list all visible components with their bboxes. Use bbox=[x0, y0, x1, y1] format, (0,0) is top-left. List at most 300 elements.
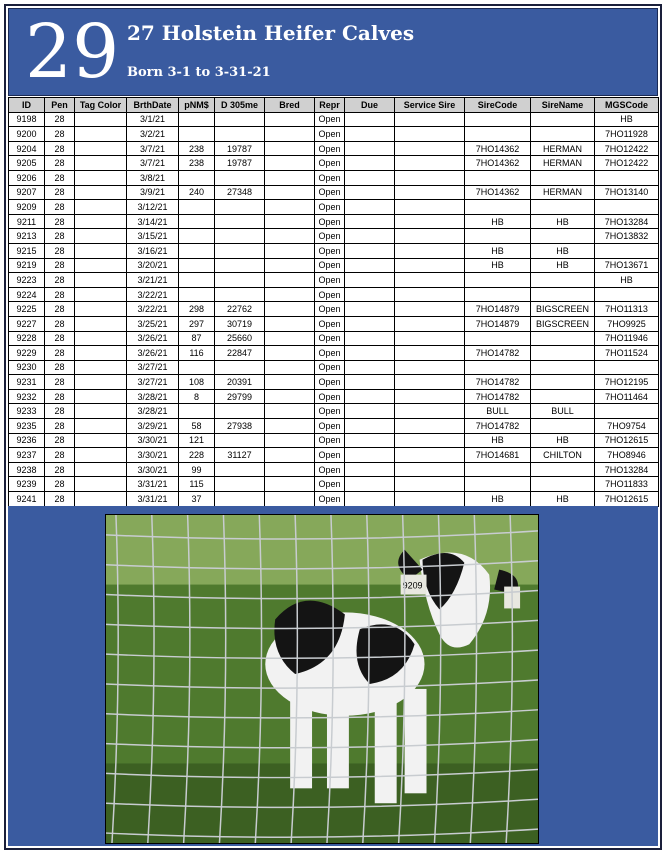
table-cell bbox=[75, 419, 127, 434]
table-cell bbox=[215, 127, 265, 142]
column-header: ID bbox=[9, 98, 45, 113]
table-cell bbox=[345, 346, 395, 361]
table-cell bbox=[215, 214, 265, 229]
table-cell: HB bbox=[595, 112, 659, 127]
table-cell: 19787 bbox=[215, 156, 265, 171]
table-cell: 9198 bbox=[9, 112, 45, 127]
table-cell bbox=[265, 258, 315, 273]
table-cell bbox=[395, 141, 465, 156]
table-cell: 9219 bbox=[9, 258, 45, 273]
table-cell bbox=[215, 477, 265, 492]
table-row bbox=[9, 156, 659, 171]
table-cell bbox=[265, 419, 315, 434]
table-cell: 9232 bbox=[9, 389, 45, 404]
table-cell: CHILTON bbox=[531, 448, 595, 463]
table-cell bbox=[465, 331, 531, 346]
table-cell: 37 bbox=[179, 492, 215, 507]
table-row bbox=[9, 170, 659, 185]
table-cell bbox=[395, 389, 465, 404]
table-cell bbox=[179, 404, 215, 419]
table-cell bbox=[345, 462, 395, 477]
table-cell bbox=[75, 200, 127, 215]
table-cell: 3/31/21 bbox=[127, 492, 179, 507]
table-cell: 22847 bbox=[215, 346, 265, 361]
table-cell: 28 bbox=[45, 360, 75, 375]
table-cell bbox=[215, 287, 265, 302]
ear-tag-text: 9209 bbox=[402, 580, 423, 591]
column-header: SireName bbox=[531, 98, 595, 113]
table-row bbox=[9, 243, 659, 258]
table-cell bbox=[395, 302, 465, 317]
table-cell bbox=[265, 112, 315, 127]
table-cell bbox=[345, 112, 395, 127]
table-cell: 9233 bbox=[9, 404, 45, 419]
table-cell: 9231 bbox=[9, 375, 45, 390]
table-cell bbox=[265, 127, 315, 142]
table-cell: 116 bbox=[179, 346, 215, 361]
table-cell: HB bbox=[465, 492, 531, 507]
table-cell: 3/31/21 bbox=[127, 477, 179, 492]
table-cell: 7HO14362 bbox=[465, 156, 531, 171]
column-header: pNM$ bbox=[179, 98, 215, 113]
table-cell bbox=[265, 448, 315, 463]
page-title: 27 Holstein Heifer Calves bbox=[127, 21, 415, 45]
table-cell: 9239 bbox=[9, 477, 45, 492]
table-cell bbox=[75, 433, 127, 448]
table-cell: 7HO13284 bbox=[595, 462, 659, 477]
table-cell: 19787 bbox=[215, 141, 265, 156]
column-header: Pen bbox=[45, 98, 75, 113]
table-cell: 9223 bbox=[9, 273, 45, 288]
table-cell bbox=[215, 492, 265, 507]
table-cell: 28 bbox=[45, 200, 75, 215]
table-cell bbox=[75, 462, 127, 477]
table-cell bbox=[465, 170, 531, 185]
table-cell: 28 bbox=[45, 141, 75, 156]
table-row bbox=[9, 112, 659, 127]
table-cell: Open bbox=[315, 273, 345, 288]
table-cell bbox=[465, 360, 531, 375]
table-cell bbox=[75, 331, 127, 346]
table-cell: Open bbox=[315, 287, 345, 302]
table-cell bbox=[345, 302, 395, 317]
table-cell: 9241 bbox=[9, 492, 45, 507]
table-cell: 228 bbox=[179, 448, 215, 463]
table-row bbox=[9, 433, 659, 448]
table-cell bbox=[395, 404, 465, 419]
table-cell: 28 bbox=[45, 112, 75, 127]
table-cell bbox=[215, 112, 265, 127]
table-cell: Open bbox=[315, 346, 345, 361]
table-cell bbox=[265, 346, 315, 361]
table-cell bbox=[345, 185, 395, 200]
table-cell bbox=[465, 477, 531, 492]
table-cell bbox=[345, 243, 395, 258]
table-cell bbox=[345, 170, 395, 185]
table-cell bbox=[215, 462, 265, 477]
table-cell bbox=[75, 273, 127, 288]
table-cell bbox=[179, 170, 215, 185]
table-cell bbox=[265, 287, 315, 302]
table-cell: 9206 bbox=[9, 170, 45, 185]
table-cell: 3/2/21 bbox=[127, 127, 179, 142]
table-cell: Open bbox=[315, 375, 345, 390]
table-cell: 28 bbox=[45, 127, 75, 142]
table-row bbox=[9, 331, 659, 346]
table-cell bbox=[179, 287, 215, 302]
table-cell bbox=[179, 214, 215, 229]
table-cell: HB bbox=[531, 492, 595, 507]
table-cell bbox=[265, 141, 315, 156]
table-cell: 238 bbox=[179, 156, 215, 171]
table-cell: Open bbox=[315, 141, 345, 156]
table-cell bbox=[345, 273, 395, 288]
table-cell bbox=[395, 243, 465, 258]
table-cell: 28 bbox=[45, 492, 75, 507]
table-cell bbox=[465, 229, 531, 244]
page-subtitle: Born 3-1 to 3-31-21 bbox=[127, 65, 271, 80]
table-cell bbox=[75, 477, 127, 492]
table-row bbox=[9, 477, 659, 492]
table-cell: Open bbox=[315, 170, 345, 185]
table-cell bbox=[265, 200, 315, 215]
table-cell bbox=[75, 287, 127, 302]
table-cell: 240 bbox=[179, 185, 215, 200]
table-cell bbox=[75, 389, 127, 404]
table-cell: Open bbox=[315, 156, 345, 171]
table-cell bbox=[345, 331, 395, 346]
table-cell bbox=[395, 492, 465, 507]
table-cell bbox=[345, 200, 395, 215]
calf-photo bbox=[105, 514, 539, 844]
table-cell bbox=[75, 170, 127, 185]
table-cell bbox=[395, 360, 465, 375]
table-cell: 28 bbox=[45, 389, 75, 404]
table-cell: 28 bbox=[45, 185, 75, 200]
table-cell: 9225 bbox=[9, 302, 45, 317]
table-cell bbox=[595, 170, 659, 185]
table-cell: 7HO9925 bbox=[595, 316, 659, 331]
table-cell bbox=[395, 156, 465, 171]
table-cell bbox=[215, 273, 265, 288]
table-cell: BIGSCREEN bbox=[531, 316, 595, 331]
table-cell: 9207 bbox=[9, 185, 45, 200]
table-cell bbox=[75, 448, 127, 463]
table-cell: 28 bbox=[45, 477, 75, 492]
table-cell: Open bbox=[315, 316, 345, 331]
table-cell: 31127 bbox=[215, 448, 265, 463]
table-cell: HB bbox=[531, 243, 595, 258]
table-cell: HB bbox=[595, 273, 659, 288]
table-cell: Open bbox=[315, 492, 345, 507]
table-cell: 9230 bbox=[9, 360, 45, 375]
table-cell: 7HO13284 bbox=[595, 214, 659, 229]
table-cell bbox=[75, 127, 127, 142]
table-cell: 28 bbox=[45, 462, 75, 477]
table-cell bbox=[179, 273, 215, 288]
table-cell: 28 bbox=[45, 404, 75, 419]
table-cell bbox=[395, 477, 465, 492]
table-cell bbox=[531, 200, 595, 215]
table-cell: 7HO11946 bbox=[595, 331, 659, 346]
table-cell: Open bbox=[315, 433, 345, 448]
table-cell bbox=[75, 302, 127, 317]
table-cell: 7HO14782 bbox=[465, 389, 531, 404]
table-cell: 3/8/21 bbox=[127, 170, 179, 185]
table-cell bbox=[345, 492, 395, 507]
table-row bbox=[9, 360, 659, 375]
table-cell: 58 bbox=[179, 419, 215, 434]
table-cell bbox=[465, 200, 531, 215]
table-cell bbox=[465, 462, 531, 477]
table-cell bbox=[215, 200, 265, 215]
table-cell bbox=[265, 433, 315, 448]
table-cell: Open bbox=[315, 462, 345, 477]
table-cell: 22762 bbox=[215, 302, 265, 317]
table-cell bbox=[595, 287, 659, 302]
table-cell: 238 bbox=[179, 141, 215, 156]
table-cell bbox=[215, 258, 265, 273]
table-cell: 3/26/21 bbox=[127, 346, 179, 361]
table-cell: 7HO14782 bbox=[465, 346, 531, 361]
table-cell bbox=[395, 375, 465, 390]
table-cell: 29799 bbox=[215, 389, 265, 404]
table-cell: 9211 bbox=[9, 214, 45, 229]
table-cell bbox=[531, 229, 595, 244]
table-row bbox=[9, 258, 659, 273]
table-cell bbox=[345, 141, 395, 156]
table-cell bbox=[179, 112, 215, 127]
table-cell: 7HO12195 bbox=[595, 375, 659, 390]
table-cell bbox=[345, 448, 395, 463]
column-header: D 305me bbox=[215, 98, 265, 113]
table-cell bbox=[265, 316, 315, 331]
table-cell: 3/25/21 bbox=[127, 316, 179, 331]
table-row bbox=[9, 404, 659, 419]
table-cell bbox=[179, 127, 215, 142]
table-cell: Open bbox=[315, 360, 345, 375]
table-cell bbox=[595, 243, 659, 258]
table-cell bbox=[395, 112, 465, 127]
table-cell: 297 bbox=[179, 316, 215, 331]
table-cell bbox=[215, 229, 265, 244]
table-cell bbox=[345, 404, 395, 419]
table-cell: 7HO14879 bbox=[465, 316, 531, 331]
table-cell: 28 bbox=[45, 331, 75, 346]
table-cell: 3/1/21 bbox=[127, 112, 179, 127]
table-cell: HERMAN bbox=[531, 185, 595, 200]
table-cell bbox=[75, 229, 127, 244]
table-cell: Open bbox=[315, 185, 345, 200]
table-cell bbox=[75, 360, 127, 375]
table-cell bbox=[465, 287, 531, 302]
table-row bbox=[9, 375, 659, 390]
table-cell bbox=[265, 229, 315, 244]
table-cell bbox=[75, 243, 127, 258]
table-cell bbox=[75, 112, 127, 127]
table-cell: 3/27/21 bbox=[127, 360, 179, 375]
table-cell: 9229 bbox=[9, 346, 45, 361]
table-cell: 99 bbox=[179, 462, 215, 477]
table-cell: Open bbox=[315, 214, 345, 229]
column-header: Tag Color bbox=[75, 98, 127, 113]
table-cell bbox=[265, 185, 315, 200]
table-cell bbox=[345, 258, 395, 273]
table-cell bbox=[395, 170, 465, 185]
table-cell bbox=[75, 141, 127, 156]
table-cell: 7HO12615 bbox=[595, 433, 659, 448]
table-row bbox=[9, 316, 659, 331]
table-row bbox=[9, 141, 659, 156]
table-cell: 3/26/21 bbox=[127, 331, 179, 346]
table-cell: 3/22/21 bbox=[127, 302, 179, 317]
table-cell bbox=[395, 185, 465, 200]
table-cell bbox=[395, 273, 465, 288]
calves-table bbox=[8, 97, 659, 507]
table-cell bbox=[531, 127, 595, 142]
column-header: Service Sire bbox=[395, 98, 465, 113]
table-cell: Open bbox=[315, 127, 345, 142]
table-cell: Open bbox=[315, 477, 345, 492]
table-cell: Open bbox=[315, 112, 345, 127]
table-cell: 9237 bbox=[9, 448, 45, 463]
table-cell bbox=[215, 170, 265, 185]
table-cell bbox=[395, 462, 465, 477]
table-cell bbox=[75, 316, 127, 331]
table-cell: Open bbox=[315, 229, 345, 244]
table-cell: Open bbox=[315, 331, 345, 346]
table-cell bbox=[265, 462, 315, 477]
table-cell: 3/12/21 bbox=[127, 200, 179, 215]
table-cell: 3/16/21 bbox=[127, 243, 179, 258]
table-cell: 3/14/21 bbox=[127, 214, 179, 229]
table-cell bbox=[265, 156, 315, 171]
table-cell: 121 bbox=[179, 433, 215, 448]
table-cell: 3/27/21 bbox=[127, 375, 179, 390]
table-cell: 3/9/21 bbox=[127, 185, 179, 200]
table-cell: 28 bbox=[45, 273, 75, 288]
table-cell bbox=[265, 492, 315, 507]
column-header: MGSCode bbox=[595, 98, 659, 113]
table-cell bbox=[265, 375, 315, 390]
table-cell: 28 bbox=[45, 419, 75, 434]
table-cell: HB bbox=[531, 433, 595, 448]
table-cell: BULL bbox=[465, 404, 531, 419]
table-row bbox=[9, 419, 659, 434]
table-cell bbox=[345, 156, 395, 171]
table-cell bbox=[179, 229, 215, 244]
table-cell: 9235 bbox=[9, 419, 45, 434]
table-cell: 3/30/21 bbox=[127, 433, 179, 448]
table-row bbox=[9, 389, 659, 404]
table-cell bbox=[531, 462, 595, 477]
table-cell: 7HO13671 bbox=[595, 258, 659, 273]
table-cell bbox=[531, 360, 595, 375]
table-cell: 298 bbox=[179, 302, 215, 317]
table-cell bbox=[531, 273, 595, 288]
table-cell bbox=[215, 404, 265, 419]
table-cell bbox=[75, 185, 127, 200]
column-header: SireCode bbox=[465, 98, 531, 113]
table-cell bbox=[395, 316, 465, 331]
table-cell: BULL bbox=[531, 404, 595, 419]
table-cell: 7HO12615 bbox=[595, 492, 659, 507]
table-cell bbox=[595, 360, 659, 375]
table-cell: Open bbox=[315, 404, 345, 419]
table-cell: 28 bbox=[45, 170, 75, 185]
table-cell: Open bbox=[315, 448, 345, 463]
table-cell bbox=[179, 258, 215, 273]
column-header: Bred bbox=[265, 98, 315, 113]
table-cell: 3/29/21 bbox=[127, 419, 179, 434]
table-cell: 28 bbox=[45, 258, 75, 273]
table-row bbox=[9, 448, 659, 463]
table-cell bbox=[345, 360, 395, 375]
table-cell bbox=[215, 360, 265, 375]
table-cell: 7HO13832 bbox=[595, 229, 659, 244]
table-row bbox=[9, 214, 659, 229]
table-cell bbox=[265, 360, 315, 375]
table-cell: 3/30/21 bbox=[127, 448, 179, 463]
table-cell: 3/15/21 bbox=[127, 229, 179, 244]
table-cell bbox=[345, 214, 395, 229]
table-cell bbox=[395, 433, 465, 448]
table-cell bbox=[265, 331, 315, 346]
table-cell: 3/22/21 bbox=[127, 287, 179, 302]
table-cell: 9205 bbox=[9, 156, 45, 171]
table-cell: 9204 bbox=[9, 141, 45, 156]
table-cell: 28 bbox=[45, 433, 75, 448]
table-row bbox=[9, 302, 659, 317]
table-cell bbox=[345, 287, 395, 302]
table-cell: Open bbox=[315, 302, 345, 317]
table-cell bbox=[345, 389, 395, 404]
table-row bbox=[9, 273, 659, 288]
table-row bbox=[9, 200, 659, 215]
table-cell bbox=[345, 229, 395, 244]
table-cell: 3/20/21 bbox=[127, 258, 179, 273]
table-cell: HB bbox=[465, 258, 531, 273]
table-cell bbox=[345, 127, 395, 142]
table-cell: 7HO12422 bbox=[595, 156, 659, 171]
table-cell: 7HO14362 bbox=[465, 141, 531, 156]
table-cell bbox=[75, 346, 127, 361]
table-cell: BIGSCREEN bbox=[531, 302, 595, 317]
table-cell: 7HO11833 bbox=[595, 477, 659, 492]
table-cell: 25660 bbox=[215, 331, 265, 346]
table-cell: 7HO9754 bbox=[595, 419, 659, 434]
table-row bbox=[9, 346, 659, 361]
header-banner bbox=[8, 8, 658, 96]
table-cell: 9228 bbox=[9, 331, 45, 346]
table-cell: 28 bbox=[45, 287, 75, 302]
table-cell bbox=[465, 112, 531, 127]
table-cell: 7HO8946 bbox=[595, 448, 659, 463]
column-header: Repr bbox=[315, 98, 345, 113]
table-cell bbox=[395, 127, 465, 142]
table-cell: HB bbox=[465, 433, 531, 448]
table-cell bbox=[531, 477, 595, 492]
table-cell: 9227 bbox=[9, 316, 45, 331]
table-row bbox=[9, 287, 659, 302]
table-cell: HB bbox=[465, 214, 531, 229]
table-cell: 3/7/21 bbox=[127, 156, 179, 171]
table-cell: Open bbox=[315, 419, 345, 434]
table-cell: 9236 bbox=[9, 433, 45, 448]
table-cell bbox=[215, 433, 265, 448]
table-cell: 7HO11464 bbox=[595, 389, 659, 404]
table-cell bbox=[395, 214, 465, 229]
